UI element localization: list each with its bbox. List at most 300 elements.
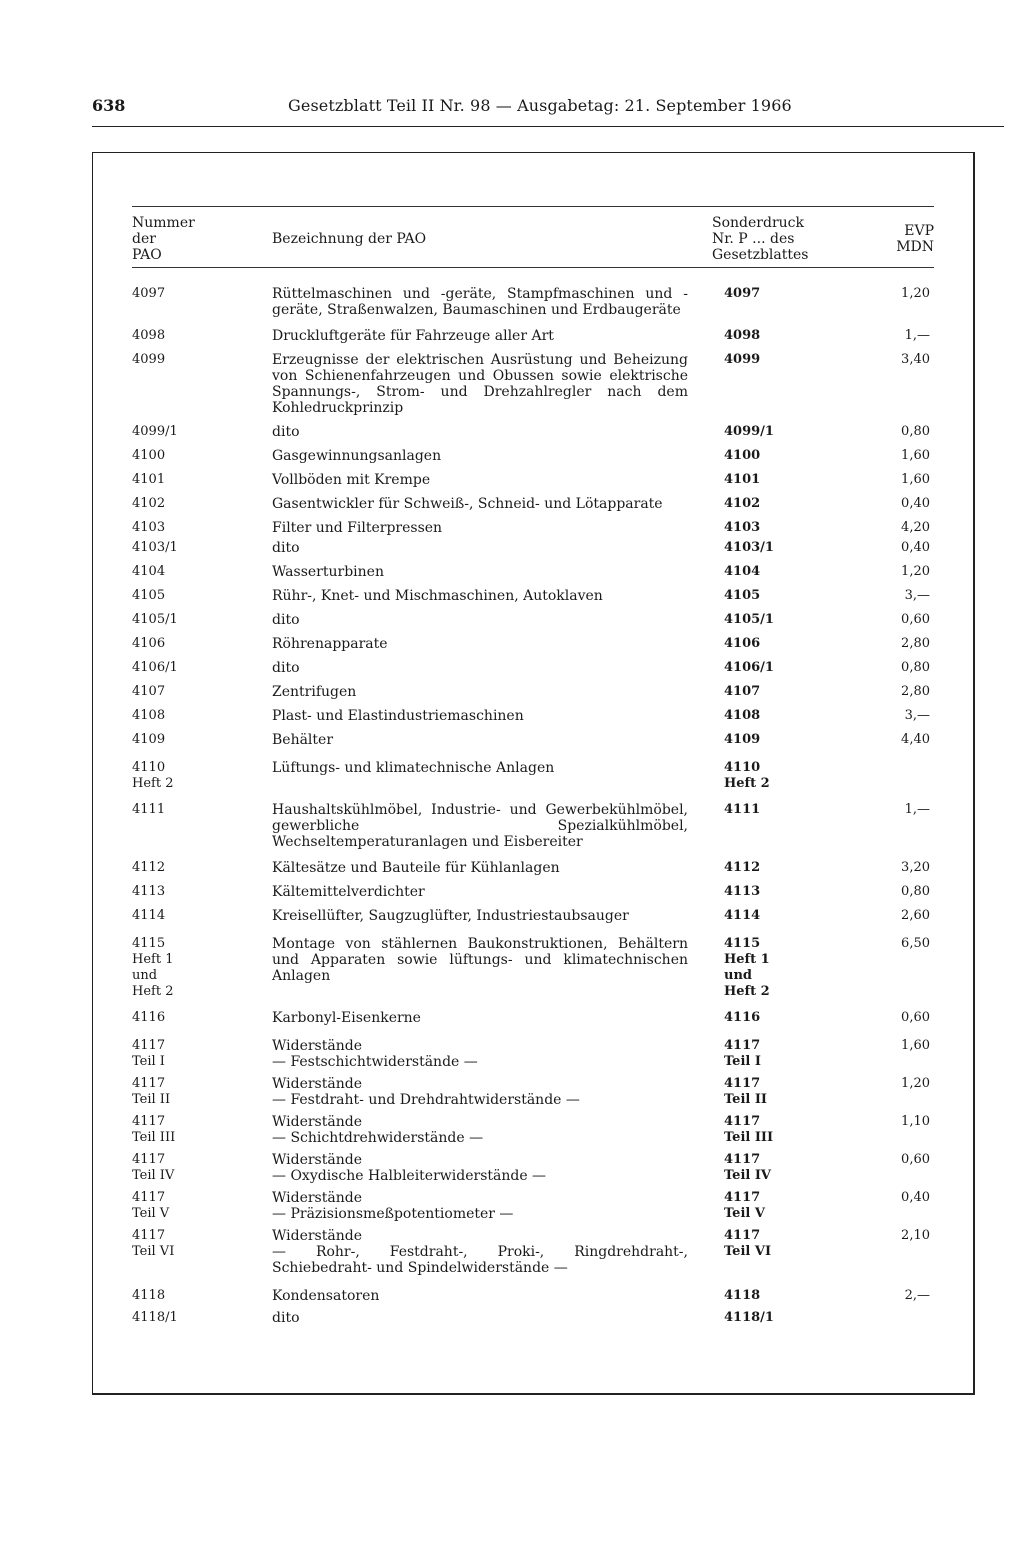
designation-cell	[272, 652, 712, 676]
designation-line: Wasserturbinen	[272, 564, 384, 580]
price-cell: 1,10	[901, 1114, 930, 1129]
special-print-cell	[712, 556, 852, 580]
price-cell: 0,80	[901, 660, 930, 675]
price-cell: 3,—	[904, 588, 930, 603]
designation-cell	[272, 924, 712, 1000]
designation-cell	[272, 700, 712, 724]
designation-line: Kreisellüfter, Saugzuglüfter, Industriestaubsauger	[272, 908, 629, 924]
special-print-cell	[712, 1222, 852, 1276]
special-print-cell	[712, 464, 852, 488]
pao-number-cell	[132, 318, 272, 344]
special-print-line: 4103/1	[724, 540, 774, 555]
special-print-line: und	[724, 968, 752, 983]
pao-number-line: 4100	[132, 448, 166, 463]
header-line: Bezeichnung der PAO	[272, 231, 427, 247]
special-print-line: 4108	[724, 708, 761, 723]
pao-number-cell	[132, 1146, 272, 1184]
column-header-special-print	[712, 207, 852, 268]
pao-number-cell	[132, 440, 272, 464]
special-print-cell	[712, 900, 852, 924]
pao-number-line: 4103/1	[132, 540, 178, 555]
pao-number-cell	[132, 416, 272, 440]
special-print-line: Heft 1	[724, 952, 770, 967]
price-cell: 0,80	[901, 884, 930, 899]
pao-number-cell	[132, 580, 272, 604]
designation-line: dito	[272, 660, 300, 676]
special-print-cell	[712, 416, 852, 440]
price-cell: 2,80	[901, 684, 930, 699]
table-row	[132, 556, 934, 580]
table-row	[132, 1070, 934, 1108]
price-cell: 1,60	[901, 448, 930, 463]
pao-number-line: 4117	[132, 1038, 166, 1053]
designation-cell	[272, 488, 712, 512]
pao-number-cell	[132, 512, 272, 536]
price-cell: 0,60	[901, 1152, 930, 1167]
pao-number-line: 4117	[132, 1190, 166, 1205]
table-row	[132, 268, 934, 319]
special-print-line: 4114	[724, 908, 761, 923]
special-print-line: Teil VI	[724, 1244, 772, 1259]
pao-number-line: und	[132, 968, 158, 983]
designation-cell	[272, 512, 712, 536]
designation-line: Druckluftgeräte für Fahrzeuge aller Art	[272, 328, 554, 344]
special-print-line: Heft 2	[724, 984, 770, 999]
table-row	[132, 1108, 934, 1146]
table-row	[132, 876, 934, 900]
designation-cell	[272, 604, 712, 628]
table-row	[132, 1000, 934, 1026]
pao-number-cell	[132, 556, 272, 580]
designation-line: Filter und Filterpressen	[272, 520, 443, 536]
special-print-line: Teil I	[724, 1054, 761, 1069]
designation-cell	[272, 724, 712, 748]
pao-number-line: 4106/1	[132, 660, 178, 675]
pao-number-cell	[132, 488, 272, 512]
header-line: Nummer	[132, 215, 195, 231]
table-row	[132, 344, 934, 416]
header-line: MDN	[896, 239, 934, 255]
designation-cell	[272, 464, 712, 488]
designation-cell	[272, 416, 712, 440]
price-cell	[852, 1304, 934, 1326]
designation-cell	[272, 628, 712, 652]
pao-number-cell	[132, 1184, 272, 1222]
designation-line: Gasentwickler für Schweiß-, Schneid- und Lötapparate	[272, 496, 663, 512]
designation-line: Erzeugnisse der elektrischen Ausrüstung und Beheizung von Schienenfahrzeugen und Obussen sowie elektrische Spannungs-, Strom- und Drehzahlregler nach dem Kohledruckprinzip	[272, 352, 688, 416]
price-cell: 6,50	[901, 936, 930, 951]
special-print-line: 4106/1	[724, 660, 774, 675]
special-print-cell	[712, 580, 852, 604]
special-print-line: 4110	[724, 760, 761, 775]
pao-number-line: 4118	[132, 1288, 166, 1303]
header-line: PAO	[132, 247, 162, 263]
special-print-cell	[712, 850, 852, 876]
pao-number-cell	[132, 900, 272, 924]
pao-number-line: 4109	[132, 732, 166, 747]
special-print-cell	[712, 1146, 852, 1184]
designation-cell	[272, 318, 712, 344]
special-print-cell	[712, 318, 852, 344]
pao-number-line: 4099/1	[132, 424, 178, 439]
table-row	[132, 748, 934, 792]
special-print-line: 4117	[724, 1038, 761, 1053]
special-print-cell	[712, 652, 852, 676]
price-cell: 1,60	[901, 1038, 930, 1053]
price-cell: 0,80	[901, 424, 930, 439]
pao-number-line: 4110	[132, 760, 166, 775]
pao-number-line: 4107	[132, 684, 166, 699]
special-print-cell	[712, 724, 852, 748]
header-line: Gesetzblattes	[712, 247, 809, 263]
pao-number-cell	[132, 1000, 272, 1026]
special-print-line: 4117	[724, 1076, 761, 1091]
pao-number-line: 4113	[132, 884, 166, 899]
pao-number-line: Teil V	[132, 1206, 170, 1221]
price-cell	[852, 748, 934, 792]
column-header-number	[132, 207, 272, 268]
designation-cell	[272, 1184, 712, 1222]
special-print-line: Heft 2	[724, 776, 770, 791]
pao-number-line: 4118/1	[132, 1310, 178, 1325]
special-print-cell	[712, 1000, 852, 1026]
designation-line: Widerstände	[272, 1114, 362, 1130]
designation-line: Plast- und Elastindustriemaschinen	[272, 708, 524, 724]
designation-cell	[272, 536, 712, 556]
special-print-cell	[712, 876, 852, 900]
special-print-line: 4111	[724, 802, 761, 817]
designation-line: — Oxydische Halbleiterwiderstände —	[272, 1168, 547, 1184]
special-print-line: 4112	[724, 860, 761, 875]
special-print-line: 4097	[724, 286, 761, 301]
table-row	[132, 900, 934, 924]
pao-number-cell	[132, 344, 272, 416]
pao-table-container	[132, 206, 934, 1326]
pao-number-line: Teil III	[132, 1130, 176, 1145]
pao-number-cell	[132, 792, 272, 850]
designation-line: Zentrifugen	[272, 684, 357, 700]
pao-number-cell	[132, 1108, 272, 1146]
pao-number-line: 4117	[132, 1152, 166, 1167]
table-row	[132, 1222, 934, 1276]
designation-line: — Rohr-, Festdraht-, Proki-, Ringdrehdraht-, Schiebedraht- und Spindelwiderstände —	[272, 1244, 688, 1276]
price-cell: 3,—	[904, 708, 930, 723]
designation-cell	[272, 850, 712, 876]
designation-line: Widerstände	[272, 1152, 362, 1168]
special-print-line: 4102	[724, 496, 761, 511]
designation-cell	[272, 1108, 712, 1146]
special-print-cell	[712, 792, 852, 850]
designation-line: dito	[272, 424, 300, 440]
table-row	[132, 1146, 934, 1184]
table-row	[132, 850, 934, 876]
price-cell: 1,60	[901, 472, 930, 487]
special-print-line: 4116	[724, 1010, 761, 1025]
table-row	[132, 676, 934, 700]
special-print-line: 4105/1	[724, 612, 774, 627]
pao-number-line: 4105/1	[132, 612, 178, 627]
designation-line: Kondensatoren	[272, 1288, 380, 1304]
special-print-line: 4117	[724, 1190, 761, 1205]
header-line: EVP	[904, 223, 934, 239]
designation-line: Rüttelmaschinen und -geräte, Stampfmaschinen und -geräte, Straßenwalzen, Baumaschinen und Erdbaugeräte	[272, 286, 688, 318]
designation-line: dito	[272, 540, 300, 556]
designation-cell	[272, 1304, 712, 1326]
designation-cell	[272, 580, 712, 604]
special-print-line: 4115	[724, 936, 761, 951]
special-print-cell	[712, 628, 852, 652]
special-print-line: 4117	[724, 1228, 761, 1243]
pao-number-line: 4112	[132, 860, 166, 875]
pao-number-cell	[132, 676, 272, 700]
designation-line: Widerstände	[272, 1038, 362, 1054]
designation-cell	[272, 1000, 712, 1026]
header-line: der	[132, 231, 156, 247]
pao-number-cell	[132, 850, 272, 876]
pao-number-line: Teil VI	[132, 1244, 175, 1259]
pao-number-cell	[132, 876, 272, 900]
header-line: Nr. P ... des	[712, 231, 795, 247]
designation-cell	[272, 792, 712, 850]
table-row	[132, 512, 934, 536]
pao-number-cell	[132, 464, 272, 488]
designation-line: — Festdraht- und Drehdrahtwiderstände —	[272, 1092, 580, 1108]
table-row	[132, 700, 934, 724]
price-cell: 1,—	[904, 328, 930, 343]
table-row	[132, 488, 934, 512]
table-row	[132, 628, 934, 652]
designation-line: Rühr-, Knet- und Mischmaschinen, Autoklaven	[272, 588, 603, 604]
pao-number-line: 4099	[132, 352, 166, 367]
special-print-cell	[712, 344, 852, 416]
table-row	[132, 652, 934, 676]
pao-number-line: Teil IV	[132, 1168, 175, 1183]
special-print-line: 4103	[724, 520, 761, 535]
special-print-line: 4118/1	[724, 1310, 774, 1325]
special-print-cell	[712, 512, 852, 536]
designation-cell	[272, 900, 712, 924]
pao-number-cell	[132, 652, 272, 676]
price-cell: 3,20	[901, 860, 930, 875]
designation-cell	[272, 748, 712, 792]
pao-number-line: 4102	[132, 496, 166, 511]
pao-number-cell	[132, 604, 272, 628]
price-cell: 1,20	[901, 564, 930, 579]
designation-line: Vollböden mit Krempe	[272, 472, 431, 488]
designation-cell	[272, 268, 712, 319]
pao-number-cell	[132, 924, 272, 1000]
special-print-line: 4100	[724, 448, 761, 463]
special-print-line: 4106	[724, 636, 761, 651]
pao-number-line: 4103	[132, 520, 166, 535]
pao-number-cell	[132, 268, 272, 319]
pao-number-line: 4106	[132, 636, 166, 651]
special-print-cell	[712, 1276, 852, 1304]
special-print-cell	[712, 1184, 852, 1222]
price-cell: 2,80	[901, 636, 930, 651]
pao-number-cell	[132, 724, 272, 748]
price-cell: 1,20	[901, 1076, 930, 1091]
designation-line: Kältemittelverdichter	[272, 884, 425, 900]
designation-line: Lüftungs- und klimatechnische Anlagen	[272, 760, 555, 776]
price-cell: 2,60	[901, 908, 930, 923]
pao-number-line: 4117	[132, 1228, 166, 1243]
designation-line: Karbonyl-Eisenkerne	[272, 1010, 421, 1026]
table-row	[132, 464, 934, 488]
designation-line: Kältesätze und Bauteile für Kühlanlagen	[272, 860, 560, 876]
special-print-line: 4117	[724, 1114, 761, 1129]
special-print-line: Teil II	[724, 1092, 768, 1107]
pao-number-cell	[132, 1304, 272, 1326]
pao-number-cell	[132, 628, 272, 652]
price-cell: 1,—	[904, 802, 930, 817]
special-print-line: 4109	[724, 732, 761, 747]
pao-number-line: Heft 2	[132, 776, 174, 791]
column-header-price	[852, 207, 934, 268]
designation-cell	[272, 344, 712, 416]
table-body	[132, 268, 934, 1327]
table-row	[132, 792, 934, 850]
designation-line: dito	[272, 612, 300, 628]
table-row	[132, 536, 934, 556]
special-print-line: 4113	[724, 884, 761, 899]
pao-number-cell	[132, 748, 272, 792]
pao-number-line: 4117	[132, 1114, 166, 1129]
pao-number-cell	[132, 1222, 272, 1276]
table-row	[132, 724, 934, 748]
price-cell: 4,20	[901, 520, 930, 535]
special-print-line: Teil III	[724, 1130, 774, 1145]
special-print-cell	[712, 924, 852, 1000]
designation-line: Montage von stählernen Baukonstruktionen, Behältern und Apparaten sowie lüftungs- und klimatechnischen Anlagen	[272, 936, 688, 984]
table-row	[132, 1184, 934, 1222]
price-cell: 2,—	[904, 1288, 930, 1303]
table-row	[132, 318, 934, 344]
special-print-cell	[712, 536, 852, 556]
pao-number-line: Teil I	[132, 1054, 165, 1069]
special-print-cell	[712, 268, 852, 319]
designation-line: Widerstände	[272, 1228, 362, 1244]
pao-number-line: 4097	[132, 286, 166, 301]
price-cell: 1,20	[901, 286, 930, 301]
special-print-cell	[712, 676, 852, 700]
special-print-line: 4117	[724, 1152, 761, 1167]
special-print-line: 4099	[724, 352, 761, 367]
designation-line: Widerstände	[272, 1190, 362, 1206]
price-cell: 3,40	[901, 352, 930, 367]
special-print-line: 4107	[724, 684, 761, 699]
table-row	[132, 924, 934, 1000]
pao-number-line: Heft 2	[132, 984, 174, 999]
table-row	[132, 416, 934, 440]
special-print-line: 4105	[724, 588, 761, 603]
special-print-line: 4101	[724, 472, 761, 487]
price-cell: 0,40	[901, 540, 930, 555]
price-cell: 0,40	[901, 496, 930, 511]
special-print-cell	[712, 604, 852, 628]
pao-number-cell	[132, 1276, 272, 1304]
designation-line: Gasgewinnungsanlagen	[272, 448, 442, 464]
price-cell: 2,10	[901, 1228, 930, 1243]
column-header-designation	[272, 207, 712, 268]
designation-line: Röhrenapparate	[272, 636, 388, 652]
special-print-line: 4104	[724, 564, 761, 579]
pao-number-line: 4108	[132, 708, 166, 723]
special-print-line: 4118	[724, 1288, 761, 1303]
designation-cell	[272, 876, 712, 900]
pao-number-line: 4114	[132, 908, 166, 923]
table-header	[132, 207, 934, 268]
price-cell: 0,60	[901, 1010, 930, 1025]
page-header	[92, 96, 1004, 127]
special-print-line: 4099/1	[724, 424, 774, 439]
designation-cell	[272, 676, 712, 700]
pao-number-line: 4117	[132, 1076, 166, 1091]
special-print-cell	[712, 1070, 852, 1108]
pao-number-line: Teil II	[132, 1092, 171, 1107]
pao-number-cell	[132, 1070, 272, 1108]
pao-number-line: 4101	[132, 472, 166, 487]
pao-number-line: 4104	[132, 564, 166, 579]
designation-line: Haushaltskühlmöbel, Industrie- und Gewerbekühlmöbel, gewerbliche Spezialkühlmöbel, Wechseltemperaturanlagen und Eisbereiter	[272, 802, 688, 850]
pao-number-line: 4098	[132, 328, 166, 343]
table-row	[132, 1026, 934, 1070]
designation-cell	[272, 440, 712, 464]
table-row	[132, 440, 934, 464]
table-row	[132, 604, 934, 628]
designation-cell	[272, 1222, 712, 1276]
pao-number-line: 4116	[132, 1010, 166, 1025]
designation-cell	[272, 1146, 712, 1184]
special-print-cell	[712, 700, 852, 724]
special-print-cell	[712, 1108, 852, 1146]
designation-line: — Schichtdrehwiderstände —	[272, 1130, 484, 1146]
pao-number-cell	[132, 700, 272, 724]
special-print-line: Teil V	[724, 1206, 765, 1221]
designation-line: — Festschichtwiderstände —	[272, 1054, 478, 1070]
designation-line: Widerstände	[272, 1076, 362, 1092]
price-cell: 4,40	[901, 732, 930, 747]
pao-number-line: 4115	[132, 936, 166, 951]
table-row	[132, 1304, 934, 1326]
header-line: Sonderdruck	[712, 215, 804, 231]
pao-table	[132, 206, 934, 1326]
designation-cell	[272, 556, 712, 580]
special-print-line: 4098	[724, 328, 761, 343]
pao-number-cell	[132, 536, 272, 556]
pao-number-line: 4111	[132, 802, 166, 817]
special-print-line: Teil IV	[724, 1168, 772, 1183]
designation-cell	[272, 1276, 712, 1304]
designation-line: Behälter	[272, 732, 334, 748]
price-cell: 0,60	[901, 612, 930, 627]
special-print-cell	[712, 748, 852, 792]
special-print-cell	[712, 440, 852, 464]
price-cell: 0,40	[901, 1190, 930, 1205]
designation-cell	[272, 1070, 712, 1108]
designation-line: dito	[272, 1310, 300, 1326]
special-print-cell	[712, 1026, 852, 1070]
pao-number-line: 4105	[132, 588, 166, 603]
page-number: 638	[92, 96, 126, 115]
table-row	[132, 580, 934, 604]
special-print-cell	[712, 1304, 852, 1326]
designation-line: — Präzisionsmeßpotentiometer —	[272, 1206, 514, 1222]
designation-cell	[272, 1026, 712, 1070]
table-row	[132, 1276, 934, 1304]
page-title: Gesetzblatt Teil II Nr. 98 — Ausgabetag: 21. September 1966	[288, 96, 792, 115]
pao-number-line: Heft 1	[132, 952, 174, 967]
